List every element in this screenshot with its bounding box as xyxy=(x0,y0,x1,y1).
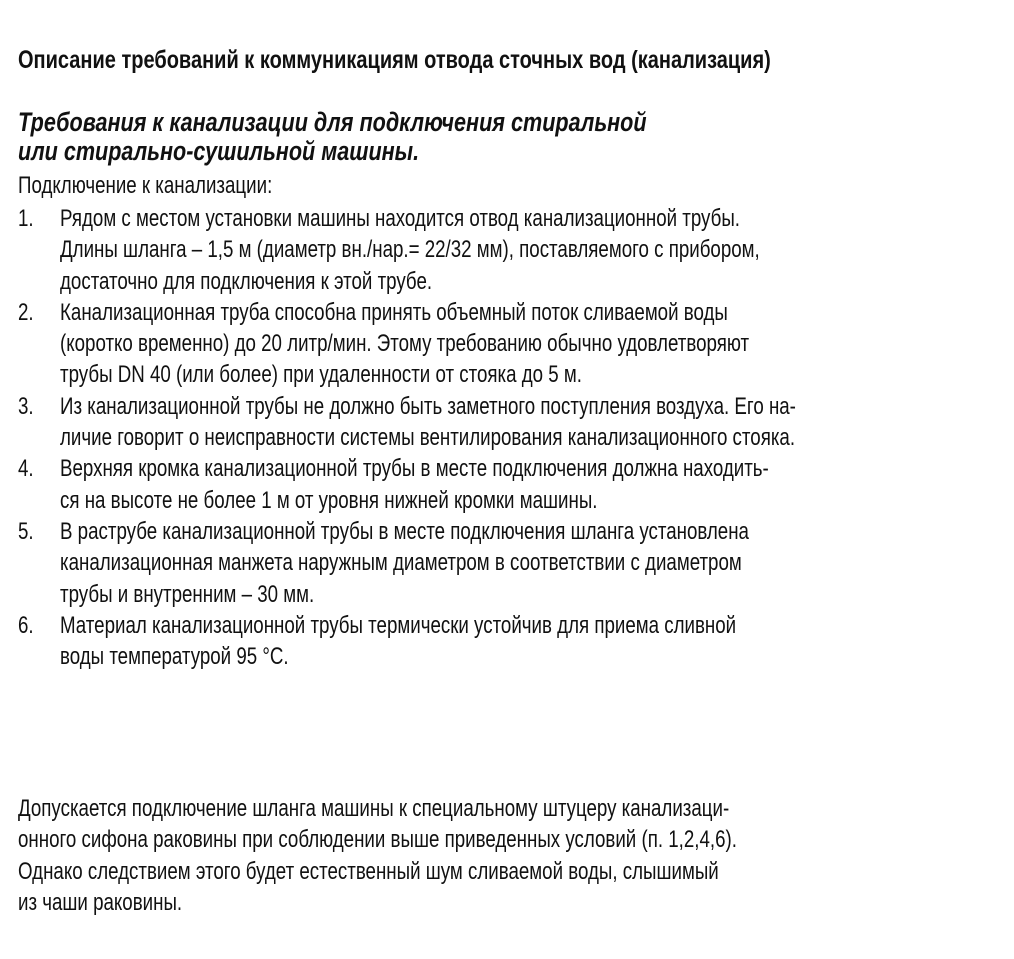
note-paragraph xyxy=(18,793,940,918)
requirement-item-4 xyxy=(18,453,1008,516)
item-line: В раструбе канализационной трубы в месте подключения шланга установлена xyxy=(60,517,749,545)
item-number: 1. xyxy=(18,205,34,232)
intro-text: Подключение к канализации: xyxy=(18,172,273,199)
section-subtitle xyxy=(18,108,647,166)
note-line: Допускается подключение шланга машины к специальному штуцеру канализаци- xyxy=(18,795,730,822)
subtitle-line-2: или стирально-сушильной машины. xyxy=(18,136,420,166)
subtitle-line-1: Требования к канализации для подключения стиральной xyxy=(18,107,647,137)
document-title: Описание требований к коммуникациям отвода сточных вод (канализация) xyxy=(18,46,771,74)
requirement-item-1 xyxy=(18,203,1008,297)
requirement-item-3 xyxy=(18,391,1008,454)
item-number: 3. xyxy=(18,392,34,420)
note-line: Однако следствием этого будет естественный шум сливаемой воды, слышимый xyxy=(18,857,719,885)
item-line: ся на высоте не более 1 м от уровня нижней кромки машины. xyxy=(60,486,598,514)
item-line: Канализационная труба способна принять объемный поток сливаемой воды xyxy=(60,298,728,326)
note-line: онного сифона раковины при соблюдении выше приведенных условий (п. 1,2,4,6). xyxy=(18,826,737,854)
item-line: Верхняя кромка канализационной трубы в месте подключения должна находить- xyxy=(60,455,769,483)
note-line: из чаши раковины. xyxy=(18,888,183,916)
requirements-list xyxy=(18,203,1008,672)
requirement-item-6 xyxy=(18,610,1008,673)
item-line: трубы DN 40 (или более) при удаленности от стояка до 5 м. xyxy=(60,361,582,389)
item-line: Рядом с местом установки машины находится отвод канализационной трубы. xyxy=(60,205,741,232)
item-line: воды температурой 95 °C. xyxy=(60,643,289,671)
item-line: Из канализационной трубы не должно быть заметного поступления воздуха. Его на- xyxy=(60,392,796,420)
requirement-item-5 xyxy=(18,516,1008,610)
requirement-item-2 xyxy=(18,297,1008,391)
item-line: трубы и внутренним – 30 мм. xyxy=(60,580,315,608)
item-line: канализационная манжета наружным диаметром в соответствии с диаметром xyxy=(60,549,742,577)
item-number: 6. xyxy=(18,611,34,639)
item-line: Длины шланга – 1,5 м (диаметр вн./нар.= 22/32 мм), поставляемого с прибором, xyxy=(60,236,760,264)
item-number: 4. xyxy=(18,455,34,483)
item-line: достаточно для подключения к этой трубе. xyxy=(60,267,433,295)
item-number: 5. xyxy=(18,517,34,545)
item-number: 2. xyxy=(18,298,34,326)
item-line: Материал канализационной трубы термически устойчив для приема сливной xyxy=(60,611,737,639)
item-line: личие говорит о неисправности системы вентилирования канализационного стояка. xyxy=(60,424,796,452)
item-line: (коротко временно) до 20 литр/мин. Этому требованию обычно удовлетворяют xyxy=(60,330,750,358)
